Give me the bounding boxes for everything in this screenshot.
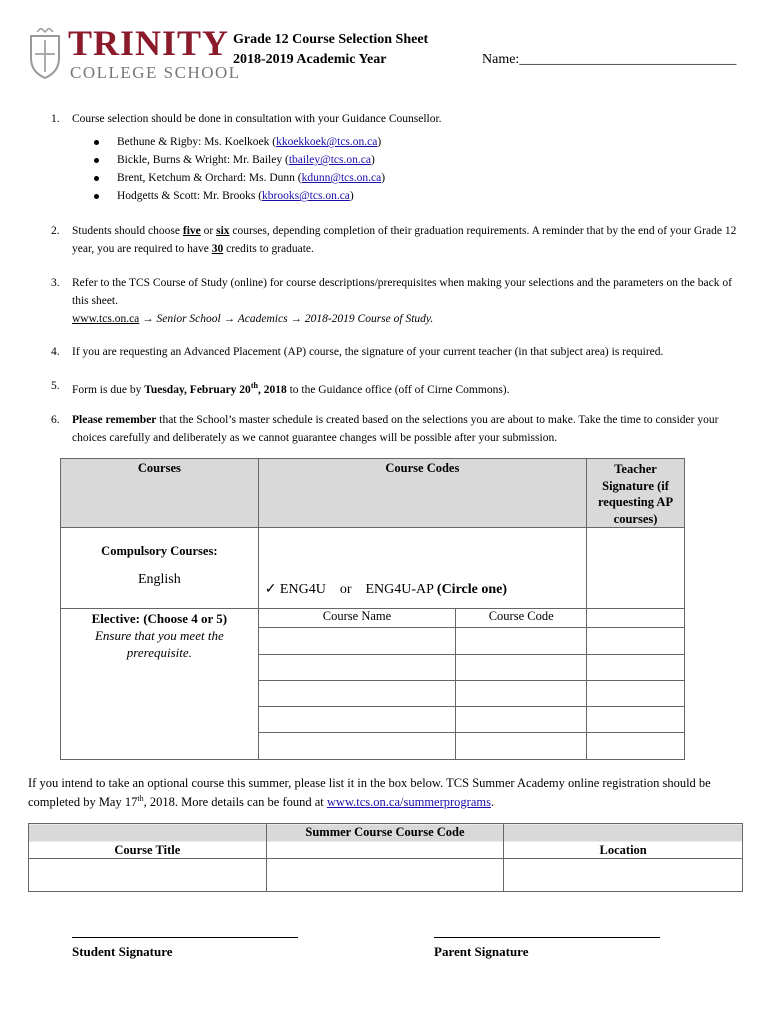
item-text-5: Form is due by Tuesday, February 20th, 2018 to the Guidance office (off of Cirne Commons). bbox=[72, 381, 510, 396]
list-item: Bethune & Rigby: Ms. Koelkoek (kkoekkoek@tcs.on.ca) bbox=[94, 136, 385, 154]
course-code-input[interactable] bbox=[456, 628, 587, 655]
item-number-4: 4. bbox=[51, 346, 60, 358]
summer-table bbox=[28, 823, 743, 892]
col-header-location: Location bbox=[504, 824, 743, 859]
item-number-1: 1. bbox=[51, 113, 60, 125]
compulsory-label: Compulsory Courses: bbox=[101, 544, 218, 558]
teacher-signature-cell[interactable] bbox=[587, 681, 685, 707]
teacher-signature-cell[interactable] bbox=[587, 628, 685, 655]
email-link[interactable]: kkoekkoek@tcs.on.ca bbox=[276, 136, 378, 148]
teacher-signature-cell[interactable] bbox=[587, 528, 685, 609]
course-name-input[interactable] bbox=[258, 681, 456, 707]
logo-college-school: COLLEGE SCHOOL bbox=[70, 63, 241, 82]
item-text-3: Refer to the TCS Course of Study (online) for course descriptions/prerequisites when making your selections and the parameters on the back of this sheet. www.tcs.on.ca → Senior School → Academics → 2018-2019 Course of Study. bbox=[72, 277, 732, 325]
or-label: or bbox=[339, 582, 352, 597]
course-table bbox=[60, 458, 685, 760]
email-link[interactable]: kdunn@tcs.on.ca bbox=[301, 172, 382, 184]
course-name-input[interactable] bbox=[258, 707, 456, 733]
course-code-input[interactable] bbox=[456, 681, 587, 707]
email-link[interactable]: kbrooks@tcs.on.ca bbox=[262, 190, 350, 202]
logo-trinity: TRINITY bbox=[68, 23, 230, 63]
course-code-input[interactable] bbox=[456, 655, 587, 681]
elective-label: Elective: (Choose 4 or 5) bbox=[91, 611, 228, 626]
teacher-signature-cell[interactable] bbox=[587, 655, 685, 681]
summer-title-input[interactable] bbox=[29, 859, 267, 892]
course-code-input[interactable] bbox=[456, 733, 587, 760]
item-number-6: 6. bbox=[51, 414, 60, 426]
parent-signature-line[interactable] bbox=[434, 937, 660, 938]
item-number-5: 5. bbox=[51, 380, 60, 392]
parent-signature-label: Parent Signature bbox=[434, 944, 529, 959]
item-number-2: 2. bbox=[51, 225, 60, 237]
summer-code-input[interactable] bbox=[266, 859, 504, 892]
course-name-input[interactable] bbox=[258, 655, 456, 681]
summer-location-input[interactable] bbox=[504, 859, 743, 892]
prerequisite-note: Ensure that you meet the prerequisite. bbox=[94, 628, 224, 660]
checkmark-icon: ✓ bbox=[264, 582, 277, 597]
item-text-2: Students should choose five or six courses, depending completion of their graduation requirements. A reminder that by the end of your Grade 12 year, you are required to have 30 credits to graduate. bbox=[72, 225, 737, 255]
eng-option-2[interactable]: ENG4U-AP bbox=[365, 582, 434, 597]
list-item: Hodgetts & Scott: Mr. Brooks (kbrooks@tcs.on.ca) bbox=[94, 190, 385, 208]
teacher-signature-cell[interactable] bbox=[587, 707, 685, 733]
student-signature-line[interactable] bbox=[72, 937, 298, 938]
course-code-input[interactable] bbox=[456, 707, 587, 733]
bullet-list bbox=[94, 136, 385, 208]
crest-icon bbox=[27, 28, 63, 80]
english-code-cell[interactable] bbox=[258, 528, 586, 609]
title-line1: Grade 12 Course Selection Sheet bbox=[233, 32, 429, 47]
col-header-course-title: Course Title bbox=[29, 824, 267, 859]
elective-cell bbox=[61, 609, 259, 760]
compulsory-cell bbox=[61, 528, 259, 609]
circle-one-label: (Circle one) bbox=[436, 582, 508, 597]
item-text-4: If you are requesting an Advanced Placement (AP) course, the signature of your current teacher (in that subject area) is required. bbox=[72, 346, 664, 358]
col-header-teacher-signature: Teacher Signature (if requesting AP courses) bbox=[587, 459, 685, 528]
list-item: Brent, Ketchum & Orchard: Ms. Dunn (kdunn@tcs.on.ca) bbox=[94, 172, 385, 190]
col-header-codes: Course Codes bbox=[258, 459, 586, 528]
summer-note: If you intend to take an optional course this summer, please list it in the box below. TCS Summer Academy online registration should be completed by May 17th, 2018. More details can be found at www.tcs.on.ca/summerprograms. bbox=[28, 776, 711, 810]
english-label: English bbox=[137, 572, 181, 587]
teacher-signature-cell[interactable] bbox=[587, 733, 685, 760]
col-header-course-name: Course Name bbox=[258, 609, 456, 628]
student-signature-label: Student Signature bbox=[72, 944, 173, 959]
course-name-input[interactable] bbox=[258, 628, 456, 655]
teacher-signature-cell[interactable] bbox=[587, 609, 685, 628]
item-text-1: Course selection should be done in consultation with your Guidance Counsellor. bbox=[72, 113, 442, 125]
col-header-courses: Courses bbox=[61, 459, 259, 528]
course-name-input[interactable] bbox=[258, 733, 456, 760]
summer-programs-link[interactable]: www.tcs.on.ca/summerprograms bbox=[326, 795, 491, 810]
col-header-summer-code: Summer Course Course Code bbox=[266, 824, 504, 859]
item-number-3: 3. bbox=[51, 277, 60, 289]
title-line2: 2018-2019 Academic Year bbox=[233, 52, 387, 67]
eng-option-1[interactable]: ENG4U bbox=[279, 582, 326, 597]
col-header-course-code: Course Code bbox=[456, 609, 587, 628]
name-field[interactable]: Name:_______________________________ bbox=[482, 52, 737, 67]
item-text-6: Please remember that the School’s master schedule is created based on the selections you are about to make. Take the time to consider your choices carefully and deliberately as we cannot guarantee changes will be possible after your submission. bbox=[72, 414, 719, 444]
page-title bbox=[233, 30, 428, 70]
email-link[interactable]: tbailey@tcs.on.ca bbox=[288, 154, 371, 166]
list-item: Bickle, Burns & Wright: Mr. Bailey (tbailey@tcs.on.ca) bbox=[94, 154, 385, 172]
tcs-link[interactable]: www.tcs.on.ca bbox=[72, 313, 140, 325]
